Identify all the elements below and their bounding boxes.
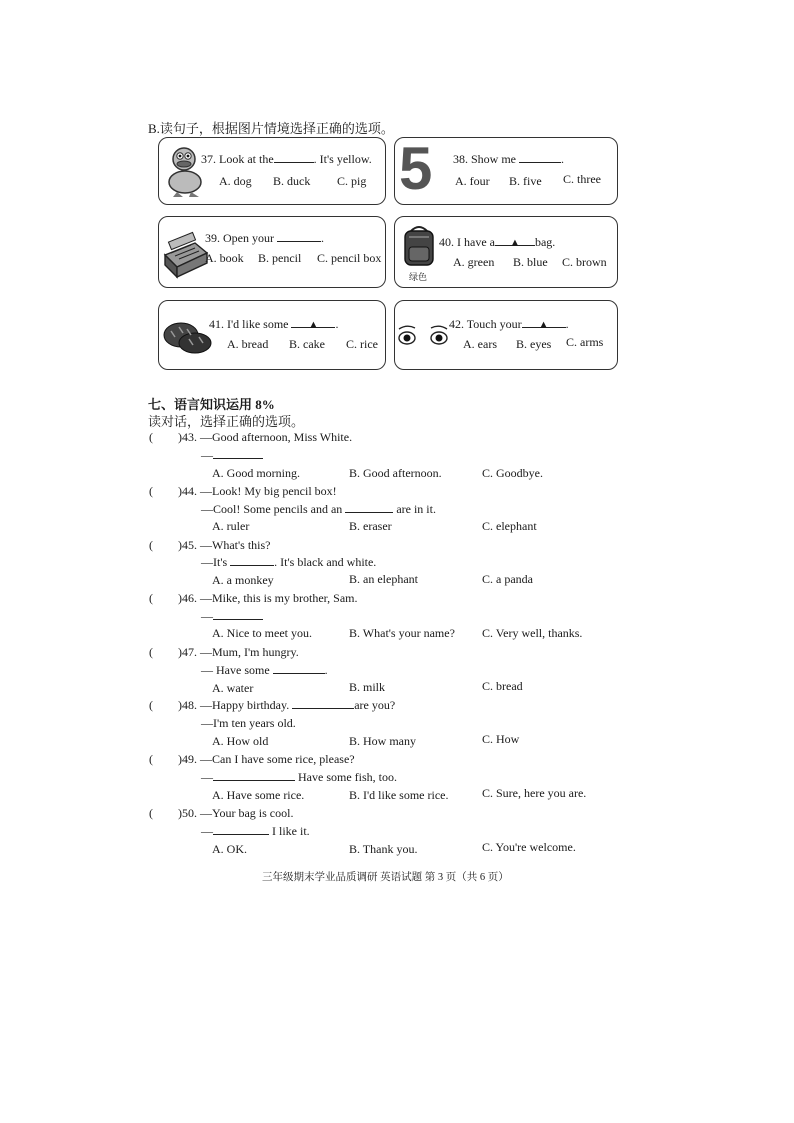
- question-box-39: [158, 216, 386, 288]
- option-40-b[interactable]: B. blue: [513, 255, 548, 269]
- option-38-a[interactable]: A. four: [455, 174, 490, 188]
- question-49-line1: )49. —Can I have some rice, please?: [178, 752, 355, 766]
- option-49-c[interactable]: C. Sure, here you are.: [482, 786, 587, 800]
- question-44-line1: )44. —Look! My big pencil box!: [178, 484, 337, 498]
- option-49-b[interactable]: B. I'd like some rice.: [349, 788, 449, 802]
- option-41-a[interactable]: A. bread: [227, 337, 269, 351]
- option-46-c[interactable]: C. Very well, thanks.: [482, 626, 583, 640]
- answer-paren-45[interactable]: (: [149, 538, 153, 552]
- option-44-b[interactable]: B. eraser: [349, 519, 392, 533]
- option-49-a[interactable]: A. Have some rice.: [212, 788, 305, 802]
- option-47-a[interactable]: A. water: [212, 681, 254, 695]
- question-46-line1: )46. —Mike, this is my brother, Sam.: [178, 591, 358, 605]
- option-48-b[interactable]: B. How many: [349, 734, 416, 748]
- question-42-text: 42. Touch your ▲ .: [449, 317, 569, 331]
- option-46-a[interactable]: A. Nice to meet you.: [212, 626, 312, 640]
- option-48-c[interactable]: C. How: [482, 732, 520, 746]
- option-47-c[interactable]: C. bread: [482, 679, 523, 693]
- question-box-38: [394, 137, 618, 205]
- option-41-b[interactable]: B. cake: [289, 337, 325, 351]
- question-48-line2: —I'm ten years old.: [201, 716, 296, 730]
- question-41-text: 41. I'd like some ▲ .: [209, 317, 339, 331]
- option-39-a[interactable]: A. book: [205, 251, 244, 265]
- question-50-line2: — I like it.: [201, 824, 310, 838]
- number-five-figure: 5: [399, 135, 433, 202]
- option-50-a[interactable]: A. OK.: [212, 842, 247, 856]
- page-footer: 三年级期末学业品质调研 英语试题 第 3 页（共 6 页）: [262, 872, 509, 883]
- option-39-b[interactable]: B. pencil: [258, 251, 302, 265]
- option-47-b[interactable]: B. milk: [349, 680, 386, 694]
- option-44-c[interactable]: C. elephant: [482, 519, 537, 533]
- option-38-c[interactable]: C. three: [563, 172, 601, 186]
- option-37-b[interactable]: B. duck: [273, 174, 311, 188]
- option-43-a[interactable]: A. Good morning.: [212, 466, 300, 480]
- option-39-c[interactable]: C. pencil box: [317, 251, 382, 265]
- option-37-a[interactable]: A. dog: [219, 174, 252, 188]
- option-40-a[interactable]: A. green: [453, 255, 495, 269]
- bread-icon: [161, 317, 213, 357]
- question-box-40: [394, 216, 618, 288]
- pencil-box-icon: [161, 231, 209, 281]
- option-42-b[interactable]: B. eyes: [516, 337, 552, 351]
- duck-icon: [163, 142, 205, 198]
- option-50-b[interactable]: B. Thank you.: [349, 842, 418, 856]
- answer-marker: ▲: [509, 237, 521, 249]
- question-43-line1: )43. —Good afternoon, Miss White.: [178, 430, 353, 444]
- eyes-icon: [397, 323, 453, 349]
- answer-paren-47[interactable]: (: [149, 645, 153, 659]
- question-37-text: 37. Look at the . It's yellow.: [201, 152, 372, 166]
- answer-paren-50[interactable]: (: [149, 806, 153, 820]
- green-caption: 绿色: [409, 272, 428, 282]
- question-38-text: 38. Show me .: [453, 152, 564, 166]
- question-50-line1: )50. —Your bag is cool.: [178, 806, 294, 820]
- question-40-text: 40. I have a ▲ bag.: [439, 235, 556, 249]
- backpack-icon: [399, 223, 439, 269]
- answer-paren-48[interactable]: (: [149, 698, 153, 712]
- question-box-37: [158, 137, 386, 205]
- question-45-line2: —It's . It's black and white.: [201, 555, 377, 569]
- option-41-c[interactable]: C. rice: [346, 337, 378, 351]
- option-40-c[interactable]: C. brown: [562, 255, 607, 269]
- option-42-a[interactable]: A. ears: [463, 337, 497, 351]
- option-45-a[interactable]: A. a monkey: [212, 573, 274, 587]
- section-7-instruction: 读对话，选择正确的选项。: [148, 414, 305, 429]
- section-7-heading: 七、语言知识运用 8%: [148, 397, 275, 412]
- question-47-line1: )47. —Mum, I'm hungry.: [178, 645, 299, 659]
- option-50-c[interactable]: C. You're welcome.: [482, 840, 576, 854]
- option-45-b[interactable]: B. an elephant: [349, 572, 418, 586]
- question-48-line1: )48. —Happy birthday. are you?: [178, 698, 396, 712]
- question-47-line2: — Have some .: [201, 663, 328, 677]
- section-b-heading: B.读句子，根据图片情境选择正确的选项。: [148, 121, 394, 136]
- question-46-line2: —: [201, 609, 263, 624]
- answer-paren-43[interactable]: (: [149, 430, 153, 444]
- question-45-line1: )45. —What's this?: [178, 538, 271, 552]
- question-box-41: [158, 300, 386, 370]
- question-49-line2: — Have some fish, too.: [201, 770, 397, 784]
- option-44-a[interactable]: A. ruler: [212, 519, 250, 533]
- question-39-text: 39. Open your .: [205, 231, 324, 245]
- option-37-c[interactable]: C. pig: [337, 174, 367, 188]
- option-38-b[interactable]: B. five: [509, 174, 542, 188]
- option-42-c[interactable]: C. arms: [566, 335, 604, 349]
- answer-paren-44[interactable]: (: [149, 484, 153, 498]
- option-48-a[interactable]: A. How old: [212, 734, 269, 748]
- option-46-b[interactable]: B. What's your name?: [349, 626, 455, 640]
- option-45-c[interactable]: C. a panda: [482, 572, 533, 586]
- question-43-line2: —: [201, 448, 263, 463]
- option-43-b[interactable]: B. Good afternoon.: [349, 466, 442, 480]
- answer-paren-49[interactable]: (: [149, 752, 153, 766]
- option-43-c[interactable]: C. Goodbye.: [482, 466, 543, 480]
- answer-paren-46[interactable]: (: [149, 591, 153, 605]
- question-44-line2: —Cool! Some pencils and an are in it.: [201, 502, 436, 516]
- question-box-42: [394, 300, 618, 370]
